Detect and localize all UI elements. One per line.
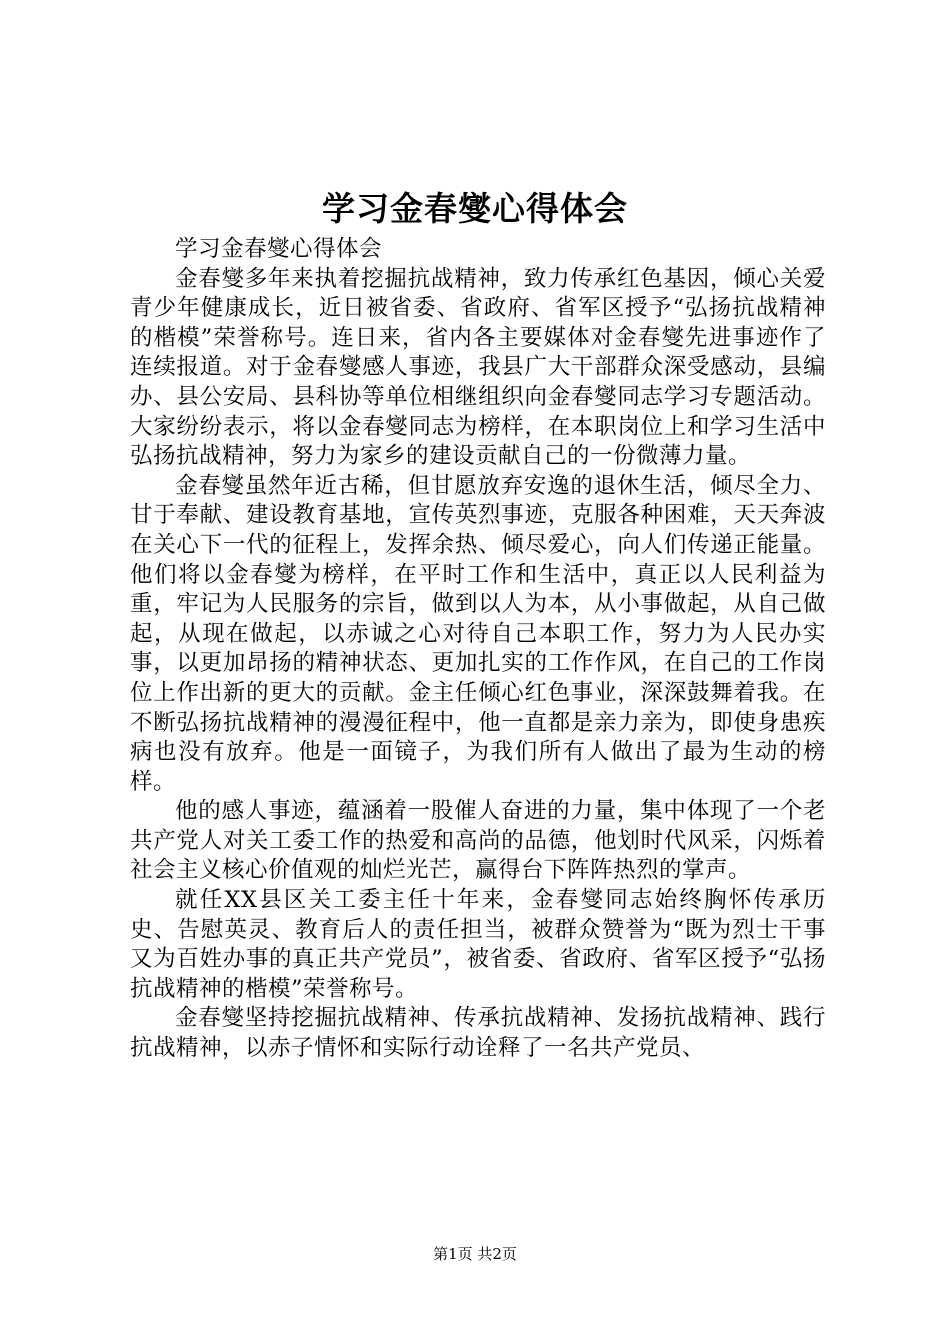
- paragraph: 金春燮虽然年近古稀，但甘愿放弃安逸的退休生活，倾尽全力、甘于奉献、建设教育基地，宣传英烈事迹，克服各种困难，天天奔波在关心下一代的征程上，发挥余热、倾尽爱心，向人们传递正能量。他们将以金春燮为榜样，在平时工作和生活中，真正以人民利益为重，牢记为人民服务的宗旨，做到以人为本，从小事做起，从自己做起，从现在做起，以赤诚之心对待自己本职工作，努力为人民办实事，以更加昂扬的精神状态、更加扎实的工作作风，在自己的工作岗位上作出新的更大的贡献。金主任倾心红色事业，深深鼓舞着我。在不断弘扬抗战精神的漫漫征程中，他一直都是亲力亲为，即使身患疾病也没有放弃。他是一面镜子，为我们所有人做出了最为生动的榜样。: [130, 472, 826, 795]
- page-footer: 第1页 共2页: [433, 1245, 517, 1263]
- paragraph-subtitle: 学习金春燮心得体会: [175, 236, 383, 262]
- paragraph: 金春燮多年来执着挖掘抗战精神，致力传承红色基因，倾心关爱青少年健康成长，近日被省委、省政府、省军区授予“弘扬抗战精神的楷模”荣誉称号。连日来，省内各主要媒体对金春燮先进事迹作了连续报道。对于金春燮感人事迹，我县广大干部群众深受感动，县编办、县公安局、县科协等单位相继组织向金春燮同志学习专题活动。大家纷纷表示，将以金春燮同志为榜样，在本职岗位上和学习生活中弘扬抗战精神，努力为家乡的建设贡献自己的一份微薄力量。: [130, 265, 826, 470]
- paragraph: 他的感人事迹，蕴涵着一股催人奋进的力量，集中体现了一个老共产党人对关工委工作的热爱和高尚的品德，他划时代风采，闪烁着社会主义核心价值观的灿烂光芒，赢得台下阵阵热烈的掌声。: [130, 798, 826, 884]
- document-title: 学习金春燮心得体会: [322, 189, 628, 228]
- paragraph: 就任XX县区关工委主任十年来，金春燮同志始终胸怀传承历史、告慰英灵、教育后人的责任担当，被群众赞誉为“既为烈士干事又为百姓办事的真正共产党员”，被省委、省政府、省军区授予“弘扬抗战精神的楷模”荣誉称号。: [130, 887, 826, 1002]
- document-body: [130, 235, 826, 1064]
- paragraph: 金春燮坚持挖掘抗战精神、传承抗战精神、发扬抗战精神、践行抗战精神，以赤子情怀和实际行动诠释了一名共产党员、: [130, 1005, 826, 1062]
